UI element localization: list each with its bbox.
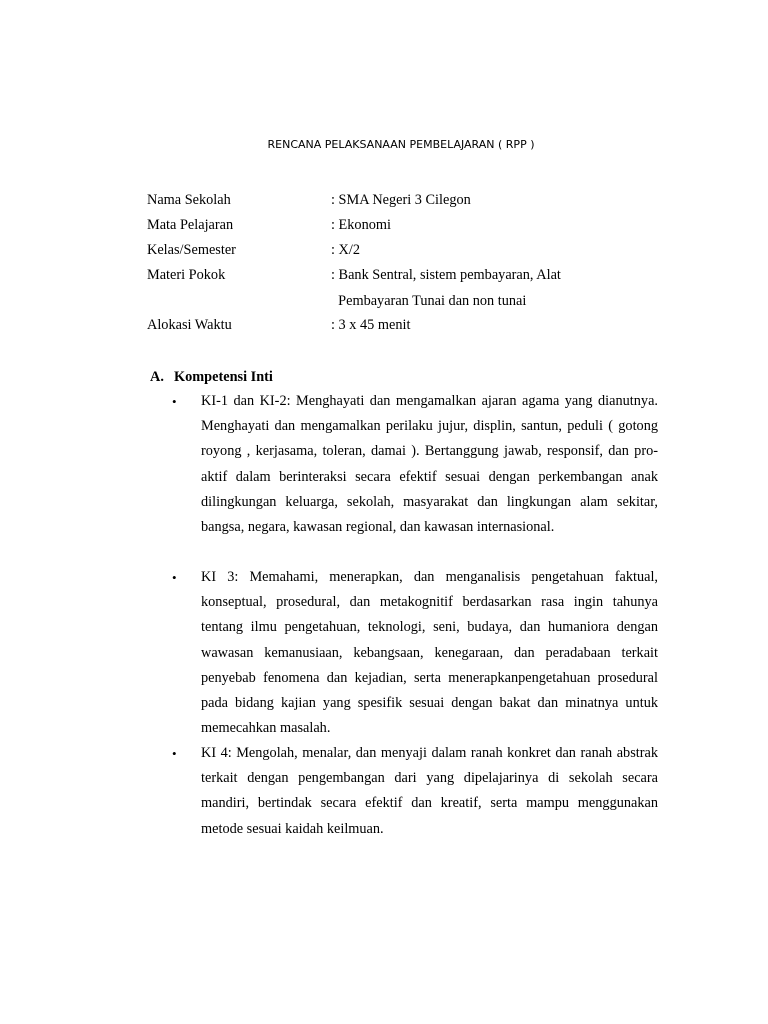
bullet-item-ki-1-2: KI-1 dan KI-2: Menghayati dan mengamalkan ajaran agama yang dianutnya. Menghayati dan mengamalkan perilaku jujur, displin, santun, peduli ( gotong royong , kerjasama, toleran, damai ). Bertanggung jawab, responsif, dan pro- aktif dalam berinteraksi secara efektif sesuai dengan perkembangan anak dilingkungan keluarga, sekolah, masyarakat dan lingkungan alam sekitar, bangsa, negara, kawasan regional, dan kawasan internasional. [201, 393, 658, 536]
info-value: Pembayaran Tunai dan non tunai [331, 293, 527, 309]
section-title: Kompetensi Inti [174, 369, 273, 385]
bullet-icon: • [172, 570, 177, 585]
document-title: RENCANA PELAKSANAAN PEMBELAJARAN ( RPP ) [267, 138, 535, 151]
info-value: : SMA Negeri 3 Cilegon [331, 192, 471, 208]
bullet-icon: • [172, 394, 177, 409]
info-value: : 3 x 45 menit [331, 317, 411, 333]
info-value: : Bank Sentral, sistem pembayaran, Alat [331, 267, 561, 283]
bullet-icon: • [172, 746, 177, 761]
section-letter: A. [150, 369, 164, 385]
bullet-item-ki-4: KI 4: Mengolah, menalar, dan menyaji dalam ranah konkret dan ranah abstrak terkait dengan pengembangan dari yang dipelajarinya di sekolah secara mandiri, bertindak secara efektif dan kreatif, serta mampu menggunakan metode sesuai kaidah keilmuan. [201, 745, 658, 837]
info-label: Alokasi Waktu [147, 317, 232, 333]
info-label: Mata Pelajaran [147, 217, 234, 233]
section-heading [150, 365, 273, 390]
info-label: Materi Pokok [147, 267, 226, 283]
info-label: Kelas/Semester [147, 242, 236, 258]
info-label: Nama Sekolah [147, 192, 231, 208]
info-value: : X/2 [331, 242, 360, 258]
bullet-item-ki-3: KI 3: Memahami, menerapkan, dan menganalisis pengetahuan faktual, konseptual, prosedural, dan metakognitif berdasarkan rasa ingin tahunya tentang ilmu pengetahuan, teknologi, seni, budaya, dan humaniora dengan wawasan kemanusiaan, kebangsaan, kenegaraan, dan peradabaan terkait penyebab fenomena dan kejadian, serta menerapkanpengetahuan prosedural pada bidang kajian yang spesifik sesuai dengan bakat dan minatnya untuk memecahkan masalah. [201, 569, 658, 737]
info-value: : Ekonomi [331, 217, 391, 233]
